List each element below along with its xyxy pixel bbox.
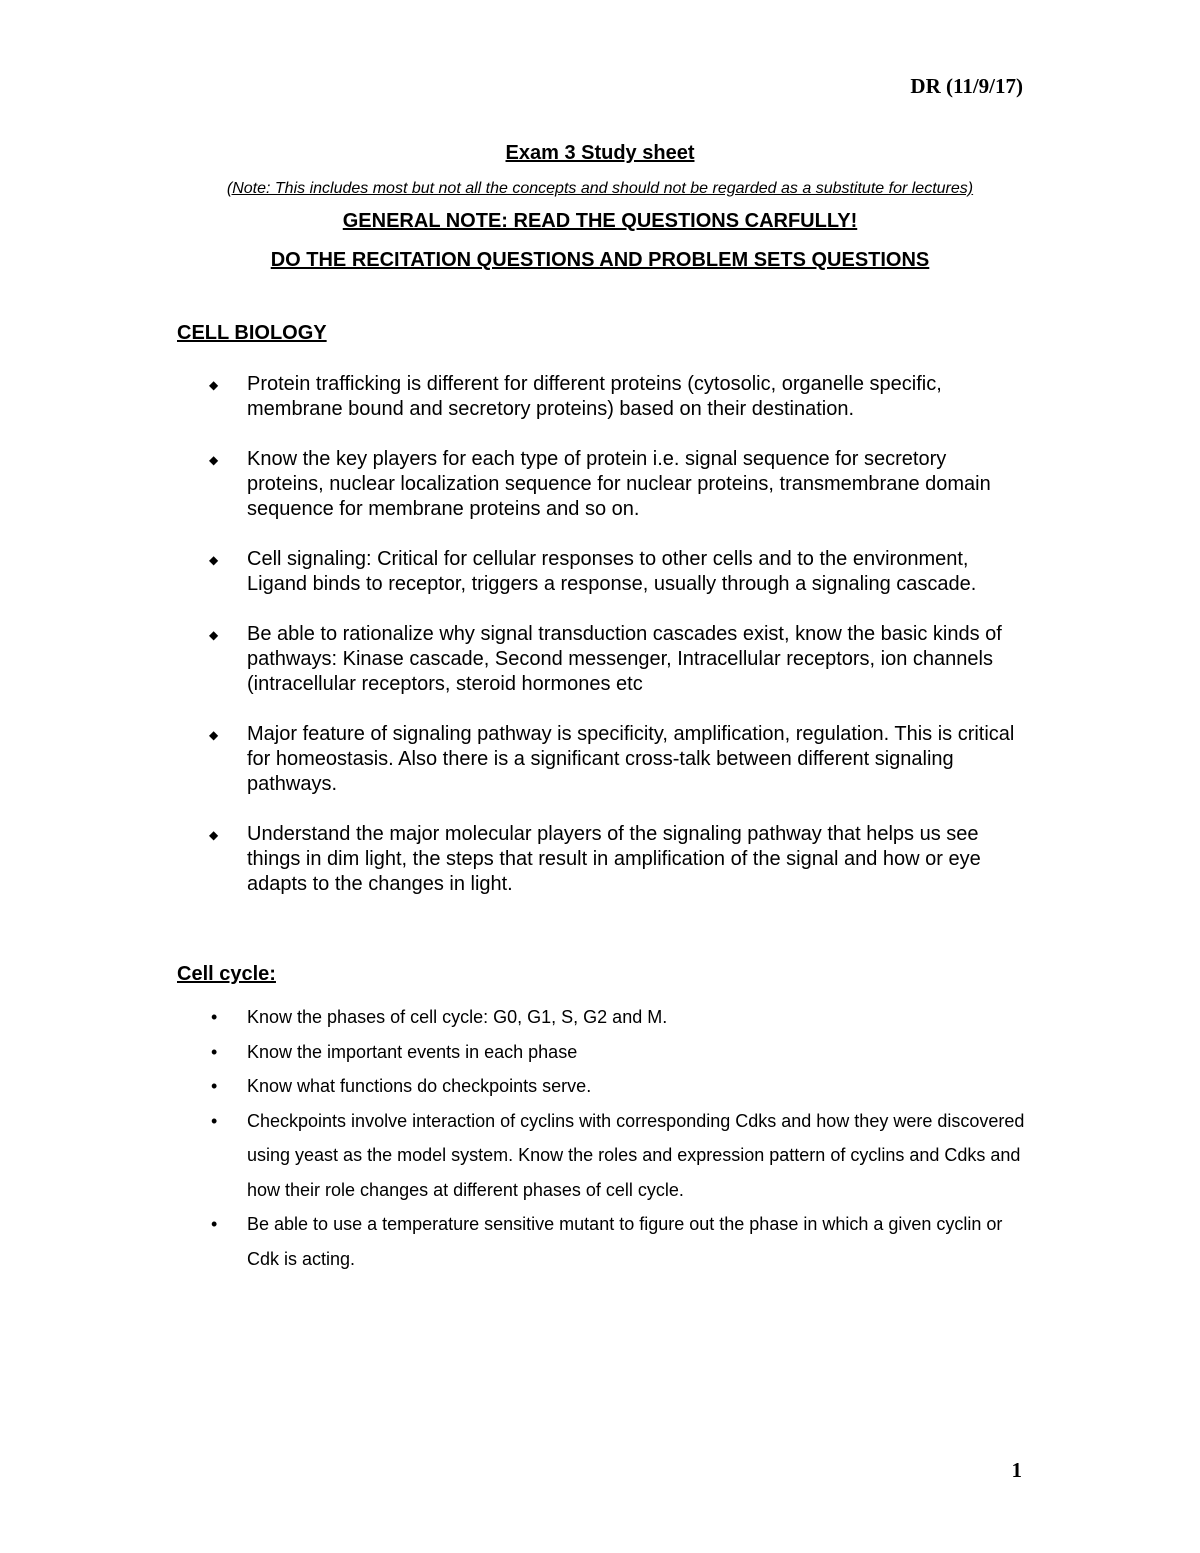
diamond-bullet-icon: ◆ xyxy=(209,628,219,642)
list-item xyxy=(205,547,1025,597)
list-item xyxy=(205,1000,1025,1035)
list-item xyxy=(205,1104,1025,1208)
list-item xyxy=(205,622,1025,697)
list-item-text: Be able to rationalize why signal transduction cascades exist, know the basic kinds of pathways: Kinase cascade, Second messenger, Intracellular receptors, ion channels (intracellular receptors, steroid hormones etc xyxy=(247,623,1002,695)
diamond-bullet-icon: ◆ xyxy=(209,453,219,467)
general-note: GENERAL NOTE: READ THE QUESTIONS CARFULLY! xyxy=(342,210,858,232)
list-item-text: Know the phases of cell cycle: G0, G1, S, G2 and M. xyxy=(247,1007,668,1027)
list-item-text: Protein trafficking is different for different proteins (cytosolic, organelle specific, membrane bound and secretory proteins) based on their destination. xyxy=(247,373,942,420)
page-title: Exam 3 Study sheet xyxy=(505,142,695,164)
diamond-bullet-icon: ◆ xyxy=(209,553,219,567)
page-number: 1 xyxy=(1011,1458,1022,1482)
diamond-bullet-icon: ◆ xyxy=(209,728,219,742)
list-item-text: Cell signaling: Critical for cellular responses to other cells and to the environment, Ligand binds to receptor, triggers a response, usually through a signaling cascade. xyxy=(247,548,977,595)
list-item-text: Understand the major molecular players of the signaling pathway that helps us see things in dim light, the steps that result in amplification of the signal and how or eye adapts to the changes in light. xyxy=(247,823,981,895)
list-item-text: Know what functions do checkpoints serve. xyxy=(247,1076,592,1096)
list-item xyxy=(205,1207,1025,1276)
round-bullet-icon: • xyxy=(211,1214,218,1234)
section-heading-cell-biology: CELL BIOLOGY xyxy=(177,322,327,344)
round-bullet-icon: • xyxy=(211,1110,218,1131)
cell-cycle-list xyxy=(205,1000,1025,1276)
round-bullet-icon: • xyxy=(211,1076,218,1096)
round-bullet-icon: • xyxy=(211,1041,218,1062)
list-item xyxy=(205,1035,1025,1070)
list-item xyxy=(205,372,1025,422)
section-heading-cell-cycle: Cell cycle: xyxy=(177,963,276,985)
cell-biology-list xyxy=(205,372,1025,922)
list-item-text: Checkpoints involve interaction of cyclins with corresponding Cdks and how they were discovered using yeast as the model system. Know the roles and expression pattern of cyclins and Cdks and how their role changes at different phases of cell cycle. xyxy=(247,1110,1025,1200)
recitation-note: DO THE RECITATION QUESTIONS AND PROBLEM SETS QUESTIONS xyxy=(270,249,930,271)
disclaimer-note: (Note: This includes most but not all the concepts and should not be regarded as a substitute for lectures) xyxy=(226,180,974,197)
list-item xyxy=(205,1069,1025,1104)
diamond-bullet-icon: ◆ xyxy=(209,828,219,842)
round-bullet-icon: • xyxy=(211,1007,218,1027)
list-item xyxy=(205,822,1025,897)
list-item-text: Be able to use a temperature sensitive mutant to figure out the phase in which a given cyclin or Cdk is acting. xyxy=(247,1214,1003,1269)
header-date: DR (11/9/17) xyxy=(910,74,1023,98)
list-item xyxy=(205,447,1025,522)
list-item-text: Know the important events in each phase xyxy=(247,1041,578,1062)
diamond-bullet-icon: ◆ xyxy=(209,378,219,392)
list-item xyxy=(205,722,1025,797)
list-item-text: Know the key players for each type of protein i.e. signal sequence for secretory proteins, nuclear localization sequence for nuclear proteins, transmembrane domain sequence for membrane proteins and so on. xyxy=(247,448,991,520)
list-item-text: Major feature of signaling pathway is specificity, amplification, regulation. This is critical for homeostasis. Also there is a significant cross-talk between different signaling pathways. xyxy=(247,723,1015,795)
